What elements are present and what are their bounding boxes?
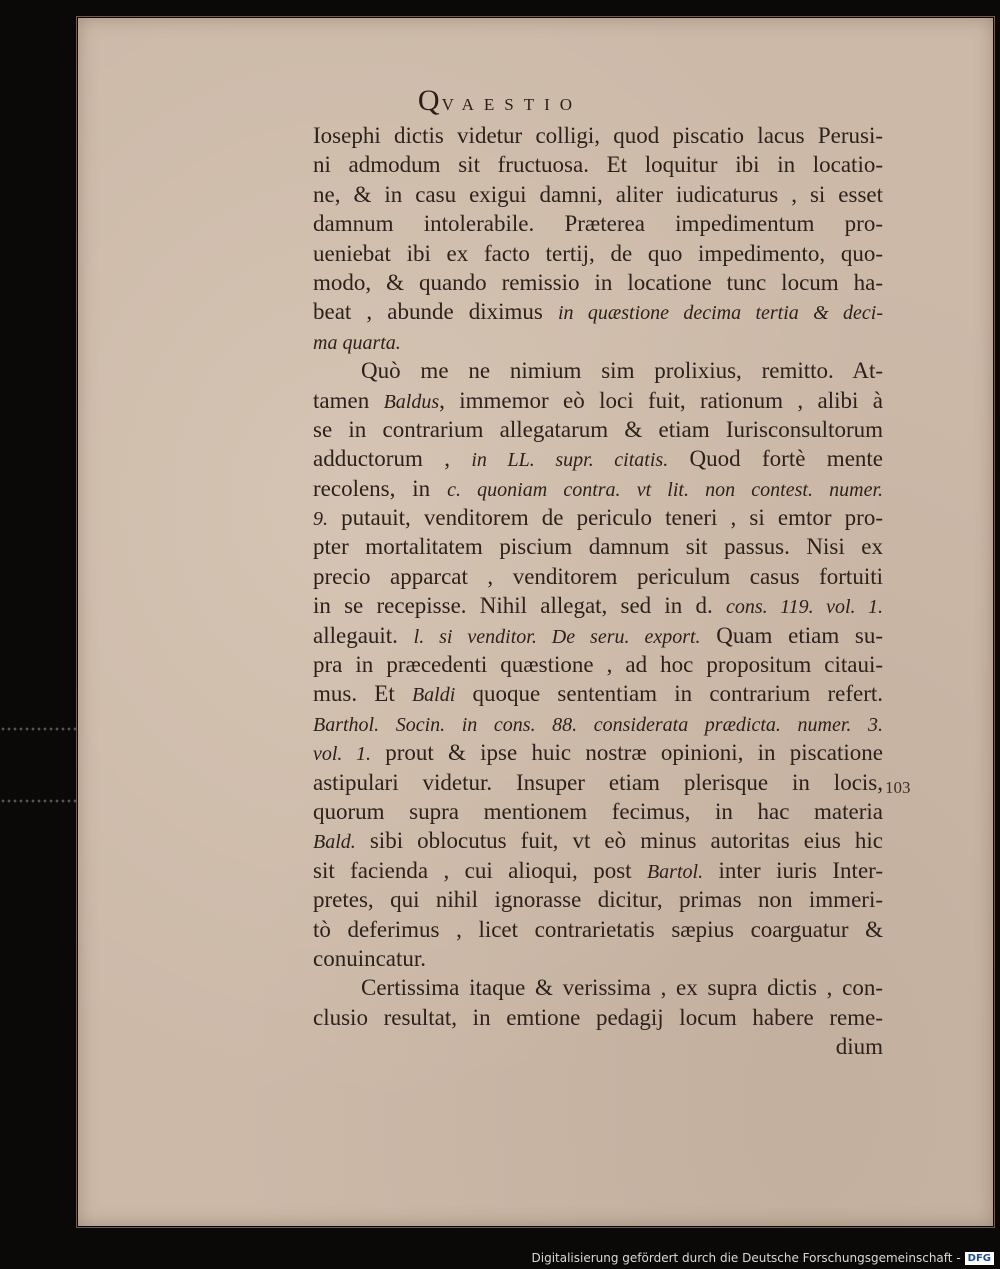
text-segment: clusio resultat, in emtione pedagij locum habere reme- <box>313 1004 883 1030</box>
text-segment: prout & ipse huic nostræ opinioni, in piscatione <box>370 740 883 766</box>
italic-citation: cons. 119. vol. 1. <box>725 596 884 619</box>
italic-citation: 9. <box>313 508 328 531</box>
text-segment: tò deferimus , licet contrarietatis sæpius coarguatur & <box>313 916 883 942</box>
text-line <box>313 121 883 150</box>
text-line <box>313 915 883 944</box>
text-segment: beat , abunde diximus <box>313 299 558 325</box>
text-line <box>313 650 883 679</box>
body-text <box>313 121 883 1062</box>
text-line <box>313 797 883 826</box>
text-segment: quoque sententiam in contrarium refert. <box>455 681 883 707</box>
text-line <box>313 297 883 326</box>
italic-citation: in quæstione decima tertia & deci- <box>557 302 883 325</box>
text-segment: , immemor eò loci fuit, rationum , alibi à <box>439 387 883 413</box>
text-segment: damnum intolerabile. Præterea impedimentum pro- <box>313 211 883 237</box>
text-line <box>313 1003 883 1032</box>
text-segment: ni admodum sit fructuosa. Et loquitur ibi in locatio- <box>313 152 883 178</box>
text-line <box>313 768 883 797</box>
text-segment: recolens, in <box>313 475 448 501</box>
text-line <box>313 562 883 591</box>
text-segment: Quam etiam su- <box>700 622 884 648</box>
text-segment: putauit, venditorem de periculo teneri , si emtor pro- <box>328 505 883 531</box>
text-segment: tamen <box>313 387 384 413</box>
text-segment: precio apparcat , venditorem periculum casus fortuiti <box>313 563 883 589</box>
funding-footer <box>532 1251 995 1265</box>
text-line <box>313 503 883 532</box>
text-segment: sibi oblocutus fuit, vt eò minus autoritas eius hic <box>355 828 883 854</box>
text-line <box>313 944 883 973</box>
text-line <box>313 621 883 650</box>
text-line <box>313 885 883 914</box>
text-segment: dium <box>835 1034 883 1060</box>
text-segment: quorum supra mentionem fecimus, in hac materia <box>313 798 883 824</box>
italic-citation: c. quoniam contra. vt lit. non contest. numer. <box>447 478 884 501</box>
text-line <box>313 444 883 473</box>
text-line <box>313 709 883 738</box>
header-rest: VAESTIO <box>441 95 583 114</box>
text-segment: conuincatur. <box>313 945 427 971</box>
text-line <box>313 591 883 620</box>
text-line <box>313 856 883 885</box>
text-segment: adductorum , <box>313 446 472 472</box>
text-line <box>313 415 883 444</box>
running-header <box>0 84 1000 118</box>
text-line <box>313 356 883 385</box>
text-segment: allegauit. <box>313 622 414 648</box>
text-segment: pter mortalitatem piscium damnum sit passus. Nisi ex <box>313 534 883 560</box>
text-line <box>313 738 883 767</box>
italic-citation: Bartol. <box>646 860 704 883</box>
text-segment: ueniebat ibi ex facto tertij, de quo impedimento, quo- <box>313 240 883 266</box>
dfg-logo: DFG <box>965 1252 994 1265</box>
text-line <box>313 268 883 297</box>
italic-citation: Bald. <box>313 831 356 854</box>
italic-citation: Baldus <box>383 390 440 413</box>
text-line <box>313 209 883 238</box>
text-line <box>313 180 883 209</box>
text-segment: Certissima itaque & verissima , ex supra dictis , con- <box>361 975 883 1001</box>
text-line <box>313 239 883 268</box>
italic-citation: l. si venditor. De seru. export. <box>413 625 701 648</box>
text-line <box>313 327 883 356</box>
text-segment: Quò me ne nimium sim prolixius, remitto. At- <box>361 358 883 384</box>
text-segment: pra in præcedenti quæstione , ad hoc propositum citaui- <box>313 652 883 678</box>
text-segment: modo, & quando remissio in locatione tunc locum ha- <box>313 269 883 295</box>
italic-citation: in LL. supr. citatis. <box>471 449 669 472</box>
text-segment: se in contrarium allegatarum & etiam Iurisconsultorum <box>313 416 883 442</box>
italic-citation: Barthol. Socin. in cons. 88. considerata prædicta. numer. 3. <box>313 713 883 736</box>
marginal-page-number: 103 <box>885 778 911 797</box>
text-line <box>313 1032 883 1061</box>
text-segment: sit facienda , cui alioqui, post <box>313 857 647 883</box>
text-segment: mus. Et <box>313 681 412 707</box>
text-line <box>313 386 883 415</box>
text-segment: in se recepisse. Nihil allegat, sed in d. <box>313 593 726 619</box>
text-line <box>313 826 883 855</box>
header-initial: Q <box>417 84 442 117</box>
binding-edge <box>0 798 76 804</box>
text-line <box>313 973 883 1002</box>
text-segment: inter iuris Inter- <box>703 857 884 883</box>
italic-citation: ma quarta. <box>313 331 401 354</box>
text-line <box>313 679 883 708</box>
text-line <box>313 150 883 179</box>
text-segment: Quod fortè mente <box>668 446 883 472</box>
text-line <box>313 532 883 561</box>
text-segment: pretes, qui nihil ignorasse dicitur, primas non immeri- <box>313 887 883 913</box>
binding-edge <box>0 726 76 732</box>
text-line <box>313 474 883 503</box>
italic-citation: Baldi <box>411 684 456 707</box>
text-segment: astipulari videtur. Insuper etiam plerisque in locis, <box>313 769 883 795</box>
text-segment: ne, & in casu exigui damni, aliter iudicaturus , si esset <box>313 181 883 207</box>
footer-text: Digitalisierung gefördert durch die Deutsche Forschungsgemeinschaft - <box>531 1251 961 1265</box>
italic-citation: vol. 1. <box>313 743 371 766</box>
text-segment: Iosephi dictis videtur colligi, quod piscatio lacus Perusi- <box>313 123 883 148</box>
